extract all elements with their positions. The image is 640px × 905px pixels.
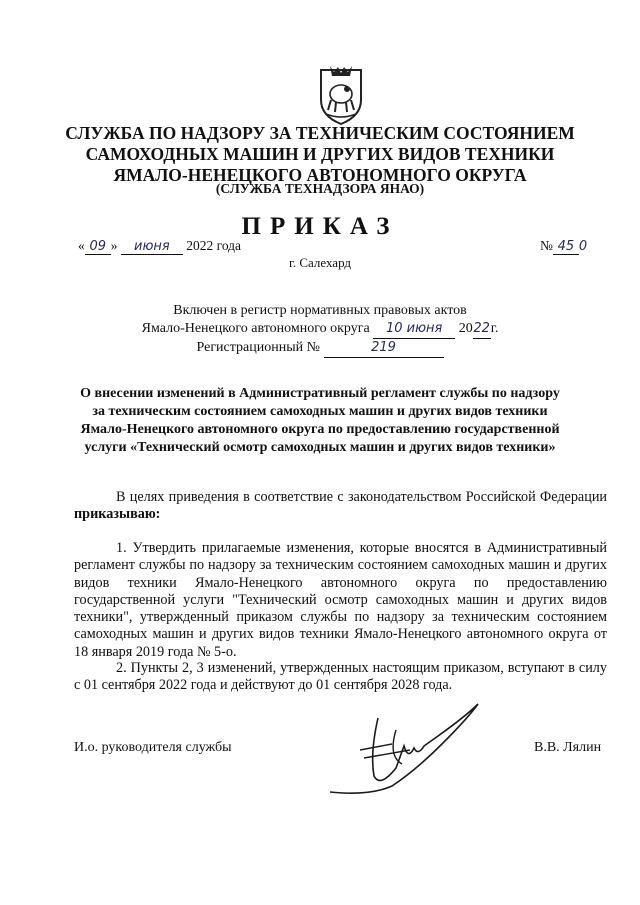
emblem-icon	[316, 64, 366, 126]
registration-line: Включен в регистр нормативных правовых актов	[173, 303, 467, 318]
document-type-heading: ПРИКАЗ	[241, 213, 399, 240]
registration-number-label: Регистрационный №	[196, 340, 320, 355]
order-item-1: 1. Утвердить прилагаемые изменения, которые вносятся в Административный регламент службы по надзору за техническим состоянием самоходных машин и других видов техники Ямало-Ненецкого автономного округа по предоставлению государственной услуги "Технический осмотр самоходных машин и других видов техники", утвержденный приказом службы по надзору за техническим состоянием самоходных машин и других видов техники Ямало-Ненецкого автономного округа от 18 января 2019 года № 5-о.	[74, 540, 607, 660]
registration-year-suffix: г.	[490, 321, 499, 336]
organization-name	[40, 123, 600, 186]
date-month: июня	[121, 239, 183, 255]
signatory-name: В.В. Лялин	[534, 740, 602, 755]
date-day: 09	[85, 239, 111, 255]
document-date	[78, 238, 241, 255]
organization-line: САМОХОДНЫХ МАШИН И ДРУГИХ ВИДОВ ТЕХНИКИ	[85, 144, 555, 164]
number-suffix: 0	[578, 239, 588, 254]
document-number	[540, 238, 587, 255]
title-line: услуги «Технический осмотр самоходных машин и других видов техники»	[84, 440, 556, 455]
preamble-paragraph	[74, 489, 607, 524]
organization-short-name: (СЛУЖБА ТЕХНАДЗОРА ЯНАО)	[215, 181, 425, 196]
order-item-2: 2. Пункты 2, 3 изменений, утвержденных настоящим приказом, вступают в силу с 01 сентября 2022 года и действуют до 01 сентября 2028 года.	[74, 660, 607, 694]
signatory-position: И.о. руководителя службы	[74, 740, 232, 755]
number-sign: №	[540, 238, 553, 253]
registration-stamp	[80, 302, 560, 358]
title-line: О внесении изменений в Административный регламент службы по надзору	[80, 386, 560, 401]
date-quote: «	[78, 238, 85, 253]
document-title	[70, 385, 570, 457]
registration-year-prefix: 20	[458, 321, 473, 336]
date-quote: »	[110, 238, 118, 253]
title-line: за техническим состоянием самоходных машин и других видов техники	[92, 404, 548, 419]
date-year: 2022 года	[186, 238, 242, 253]
registration-line	[80, 339, 560, 358]
handwritten-signature-icon	[300, 698, 500, 798]
city: г. Салехард	[288, 255, 352, 270]
registration-year: 22	[473, 320, 491, 339]
number-value: 45	[553, 239, 579, 255]
order-colon: :	[155, 506, 161, 523]
preamble-text: В целях приведения в соответствие с законодательством Российской Федерации	[116, 489, 607, 505]
organization-line: СЛУЖБА ПО НАДЗОРУ ЗА ТЕХНИЧЕСКИМ СОСТОЯНИЕМ	[65, 123, 575, 143]
registration-date: 10 июня	[373, 320, 455, 339]
registration-line	[80, 320, 560, 339]
order-word: приказываю	[74, 506, 156, 523]
registration-number: 219	[324, 339, 444, 358]
registration-region: Ямало-Ненецкого автономного округа	[141, 321, 370, 336]
organization-line: ЯМАЛО-НЕНЕЦКОГО АВТОНОМНОГО ОКРУГА	[113, 165, 527, 185]
title-line: Ямало-Ненецкого автономного округа по предоставлению государственной	[80, 422, 560, 437]
